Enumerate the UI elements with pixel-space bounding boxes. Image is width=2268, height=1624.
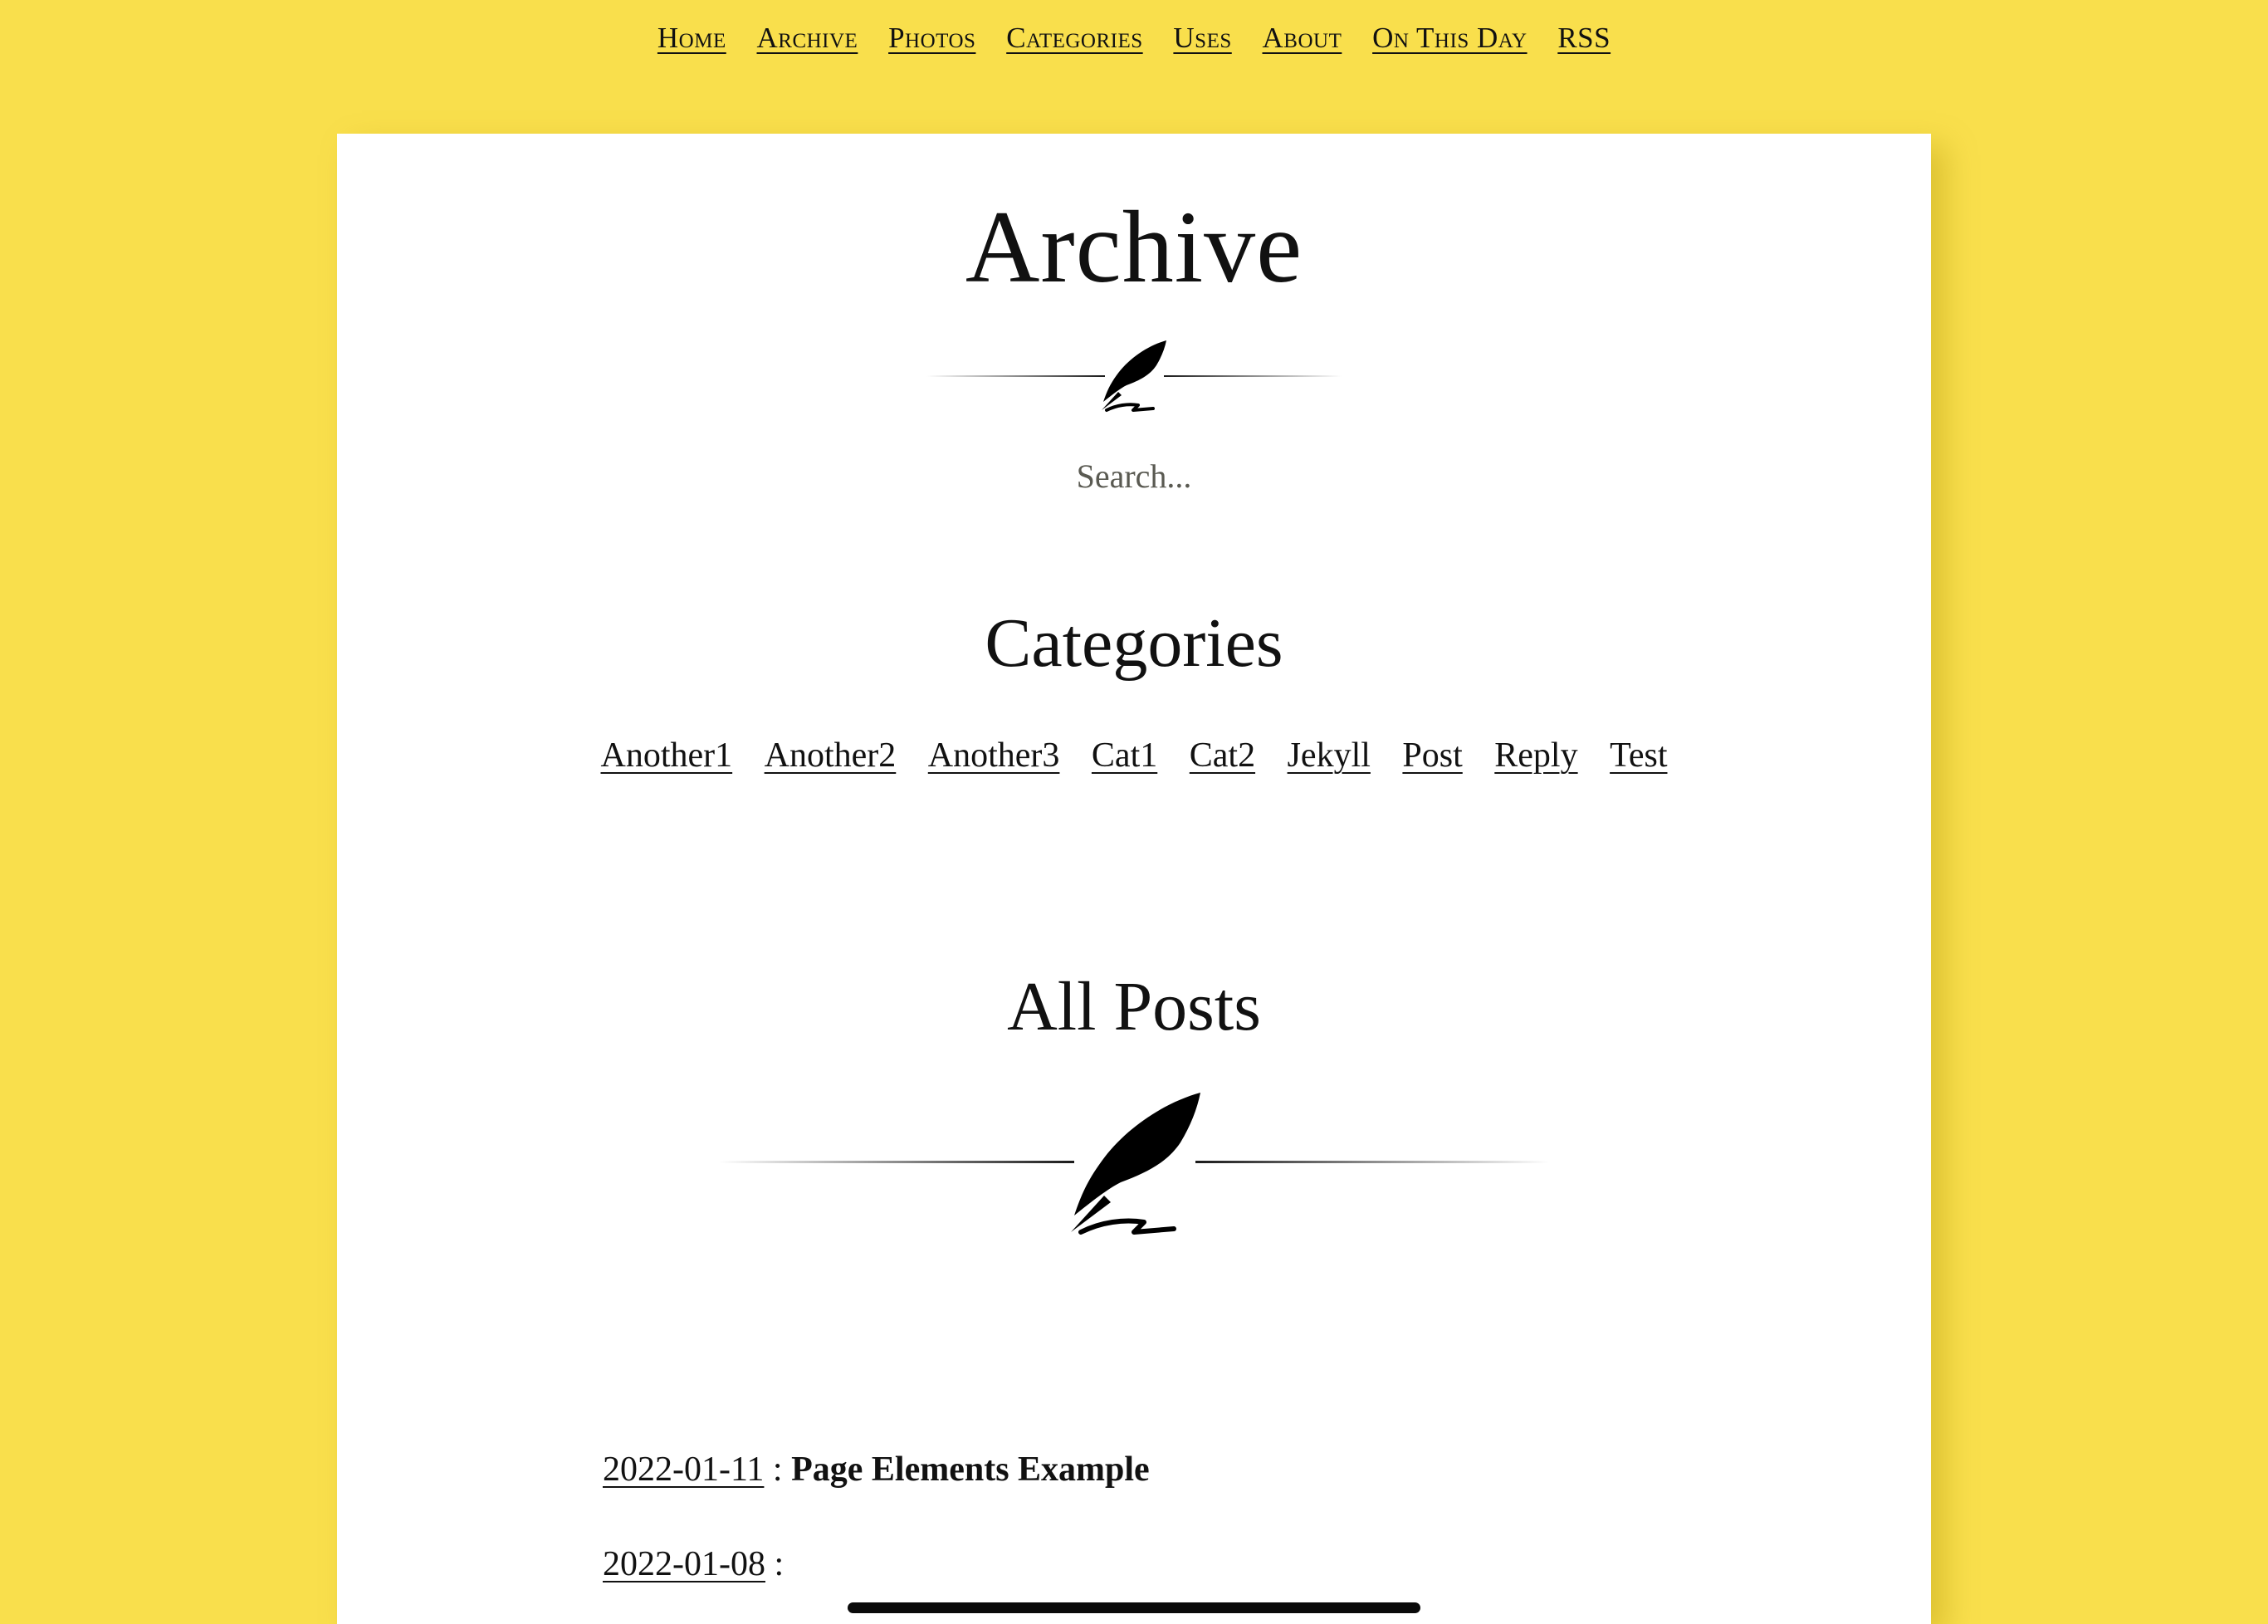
quill-divider-large: [719, 1088, 1549, 1237]
home-indicator-bar[interactable]: [848, 1602, 1420, 1613]
nav-link-on-this-day[interactable]: On This Day: [1372, 22, 1527, 54]
quill-icon: [1071, 1093, 1200, 1232]
search-input[interactable]: [968, 447, 1300, 505]
post-date-link[interactable]: 2022-01-08: [603, 1545, 765, 1583]
post-separator: :: [765, 1545, 785, 1583]
category-link-post[interactable]: Post: [1402, 736, 1463, 775]
search-box: [968, 447, 1300, 505]
category-link-another1[interactable]: Another1: [600, 736, 733, 775]
categories-heading: Categories: [985, 604, 1283, 682]
category-link-cat1[interactable]: Cat1: [1091, 736, 1158, 775]
post-title: Page Elements Example: [791, 1450, 1150, 1489]
nav-link-about[interactable]: About: [1262, 22, 1342, 54]
top-navigation: [0, 15, 2268, 61]
category-link-cat2[interactable]: Cat2: [1189, 736, 1256, 775]
page-title: Archive: [965, 190, 1303, 304]
category-link-test[interactable]: Test: [1610, 736, 1668, 775]
nav-link-uses[interactable]: Uses: [1173, 22, 1232, 54]
quill-divider-small: [926, 339, 1342, 413]
all-posts-heading: All Posts: [1007, 968, 1261, 1045]
category-link-reply[interactable]: Reply: [1494, 736, 1578, 775]
category-link-another2[interactable]: Another2: [764, 736, 897, 775]
category-list: [0, 731, 2268, 780]
post-date-link[interactable]: 2022-01-11: [603, 1450, 765, 1489]
nav-link-archive[interactable]: Archive: [756, 22, 858, 54]
post-list-item: [603, 1539, 784, 1589]
nav-link-photos[interactable]: Photos: [888, 22, 976, 54]
post-separator: :: [764, 1450, 792, 1489]
post-list-item: [603, 1445, 1150, 1494]
nav-link-rss[interactable]: RSS: [1557, 22, 1611, 54]
category-link-jekyll[interactable]: Jekyll: [1287, 736, 1371, 775]
category-link-another3[interactable]: Another3: [927, 736, 1060, 775]
nav-link-home[interactable]: Home: [657, 22, 726, 54]
quill-icon: [1102, 340, 1166, 410]
nav-link-categories[interactable]: Categories: [1006, 22, 1143, 54]
